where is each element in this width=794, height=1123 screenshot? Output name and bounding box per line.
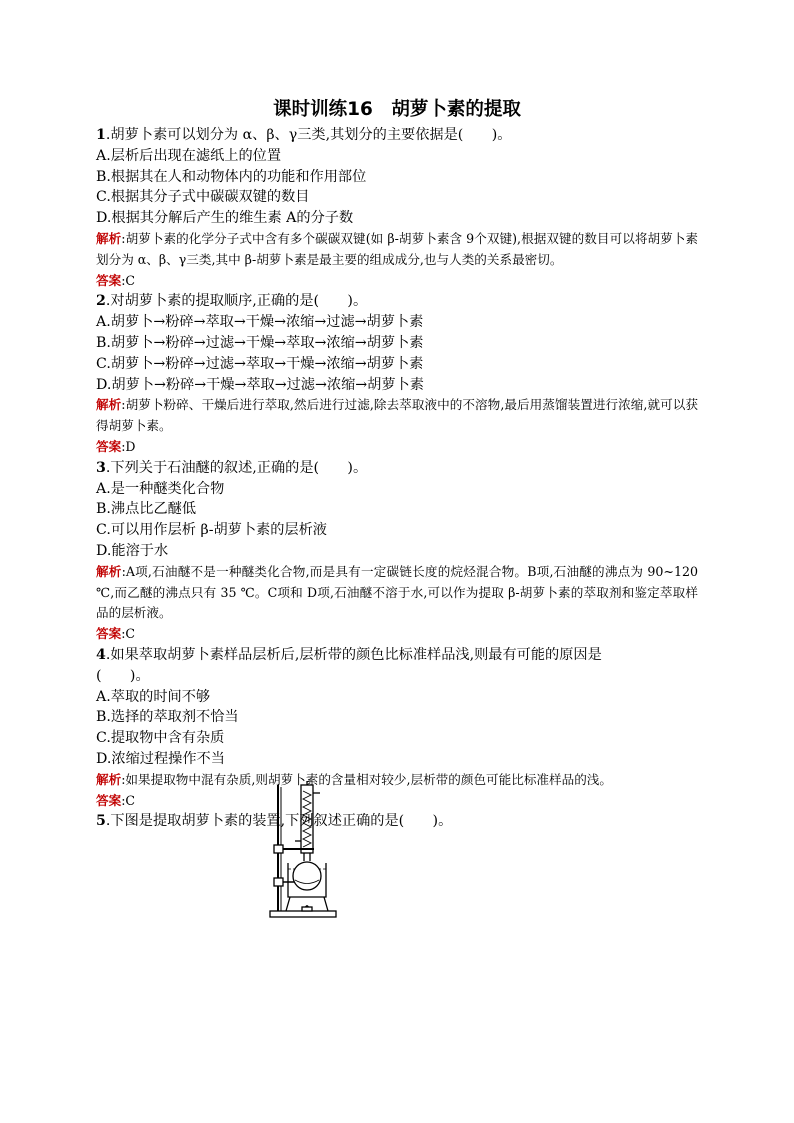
option-b: B.选择的萃取剂不恰当 [96,709,239,726]
question-stem [96,458,698,479]
option-c: C.提取物中含有杂质 [96,730,225,747]
question-stem-continued: ( )。 [96,667,150,684]
answer-label: 答案 [96,272,122,288]
answer-label: 答案 [96,438,122,454]
question-text: .胡萝卜素可以划分为 α、β、γ三类,其划分的主要依据是( )。 [105,127,512,143]
document-page [96,96,698,832]
answer [96,624,698,645]
answer-value: :D [121,438,136,454]
question-3 [96,458,698,645]
explanation [96,229,698,271]
question-stem [96,291,698,312]
explanation-label: 解析 [96,397,122,413]
question-text: .对胡萝卜素的提取顺序,正确的是( )。 [105,293,368,310]
option-c: C.胡萝卜→粉碎→过滤→萃取→干燥→浓缩→胡萝卜素 [96,355,424,372]
question-text: .下图是提取胡萝卜素的装置,下列叙述正确的是( )。 [105,813,453,830]
answer-label: 答案 [96,626,122,642]
answer-value: :C [121,626,136,642]
option-d: D.胡萝卜→粉碎→干燥→萃取→过滤→浓缩→胡萝卜素 [96,376,424,393]
question-stem [96,811,698,832]
option-a: A.是一种醚类化合物 [96,480,225,497]
question-stem [96,645,698,666]
question-stem [96,125,698,146]
explanation [96,770,698,791]
question-number: 4 [96,646,106,663]
answer-value: :C [121,272,136,288]
explanation-text: :胡萝卜粉碎、干燥后进行萃取,然后进行过滤,除去萃取液中的不溶物,最后用蒸馏装置进行浓缩,就可以获得胡萝卜素。 [96,397,699,434]
reflux-extraction-apparatus-icon [268,779,340,919]
answer-value: :C [121,792,136,808]
option-b: B.沸点比乙醚低 [96,501,197,518]
question-number: 1 [96,127,106,143]
question-5 [96,811,698,832]
option-b: B.胡萝卜→粉碎→过滤→干燥→萃取→浓缩→胡萝卜素 [96,334,424,351]
explanation-label: 解析 [96,563,122,579]
question-2 [96,291,698,457]
explanation [96,562,698,624]
question-4 [96,645,698,811]
answer [96,437,698,458]
question-1 [96,125,698,291]
explanation-text: :如果提取物中混有杂质,则胡萝卜素的含量相对较少,层析带的颜色可能比标准样品的浅。 [121,771,612,787]
question-number: 3 [96,459,106,476]
option-b: B.根据其在人和动物体内的功能和作用部位 [96,168,367,185]
question-number: 5 [96,813,106,830]
question-text: .如果萃取胡萝卜素样品层析后,层析带的颜色比标准样品浅,则最有可能的原因是 [105,646,602,663]
explanation [96,395,698,437]
option-d: D.浓缩过程操作不当 [96,750,225,767]
question-text: .下列关于石油醚的叙述,正确的是( )。 [105,459,368,476]
question-number: 2 [96,293,106,310]
option-d: D.根据其分解后产生的维生素 A的分子数 [96,210,354,227]
explanation-text: :A项,石油醚不是一种醚类化合物,而是具有一定碳链长度的烷烃混合物。B项,石油醚的沸点为 90~120 ℃,而乙醚的沸点只有 35 ℃。C项和 D项,石油醚不溶于水,可以作为提取 β-胡萝卜素的萃取剂和鉴定萃取样品的层析液。 [96,563,698,621]
option-d: D.能溶于水 [96,542,169,559]
answer [96,271,698,292]
page-title: 课时训练16 胡萝卜素的提取 [273,99,521,120]
explanation-label: 解析 [96,230,122,246]
option-c: C.根据其分子式中碳碳双键的数目 [96,189,310,206]
explanation-text: :胡萝卜素的化学分子式中含有多个碳碳双键(如 β-胡萝卜素含 9个双键),根据双键的数目可以将胡萝卜素划分为 α、β、γ三类,其中 β-胡萝卜素是最主要的组成成分,也与人类的关系最密切。 [96,230,698,267]
option-a: A.层析后出现在滤纸上的位置 [96,147,282,164]
option-c: C.可以用作层析 β-胡萝卜素的层析液 [96,522,327,539]
option-a: A.胡萝卜→粉碎→萃取→干燥→浓缩→过滤→胡萝卜素 [96,314,424,331]
answer-label: 答案 [96,792,122,808]
answer [96,791,698,812]
option-a: A.萃取的时间不够 [96,688,211,705]
explanation-label: 解析 [96,771,122,787]
